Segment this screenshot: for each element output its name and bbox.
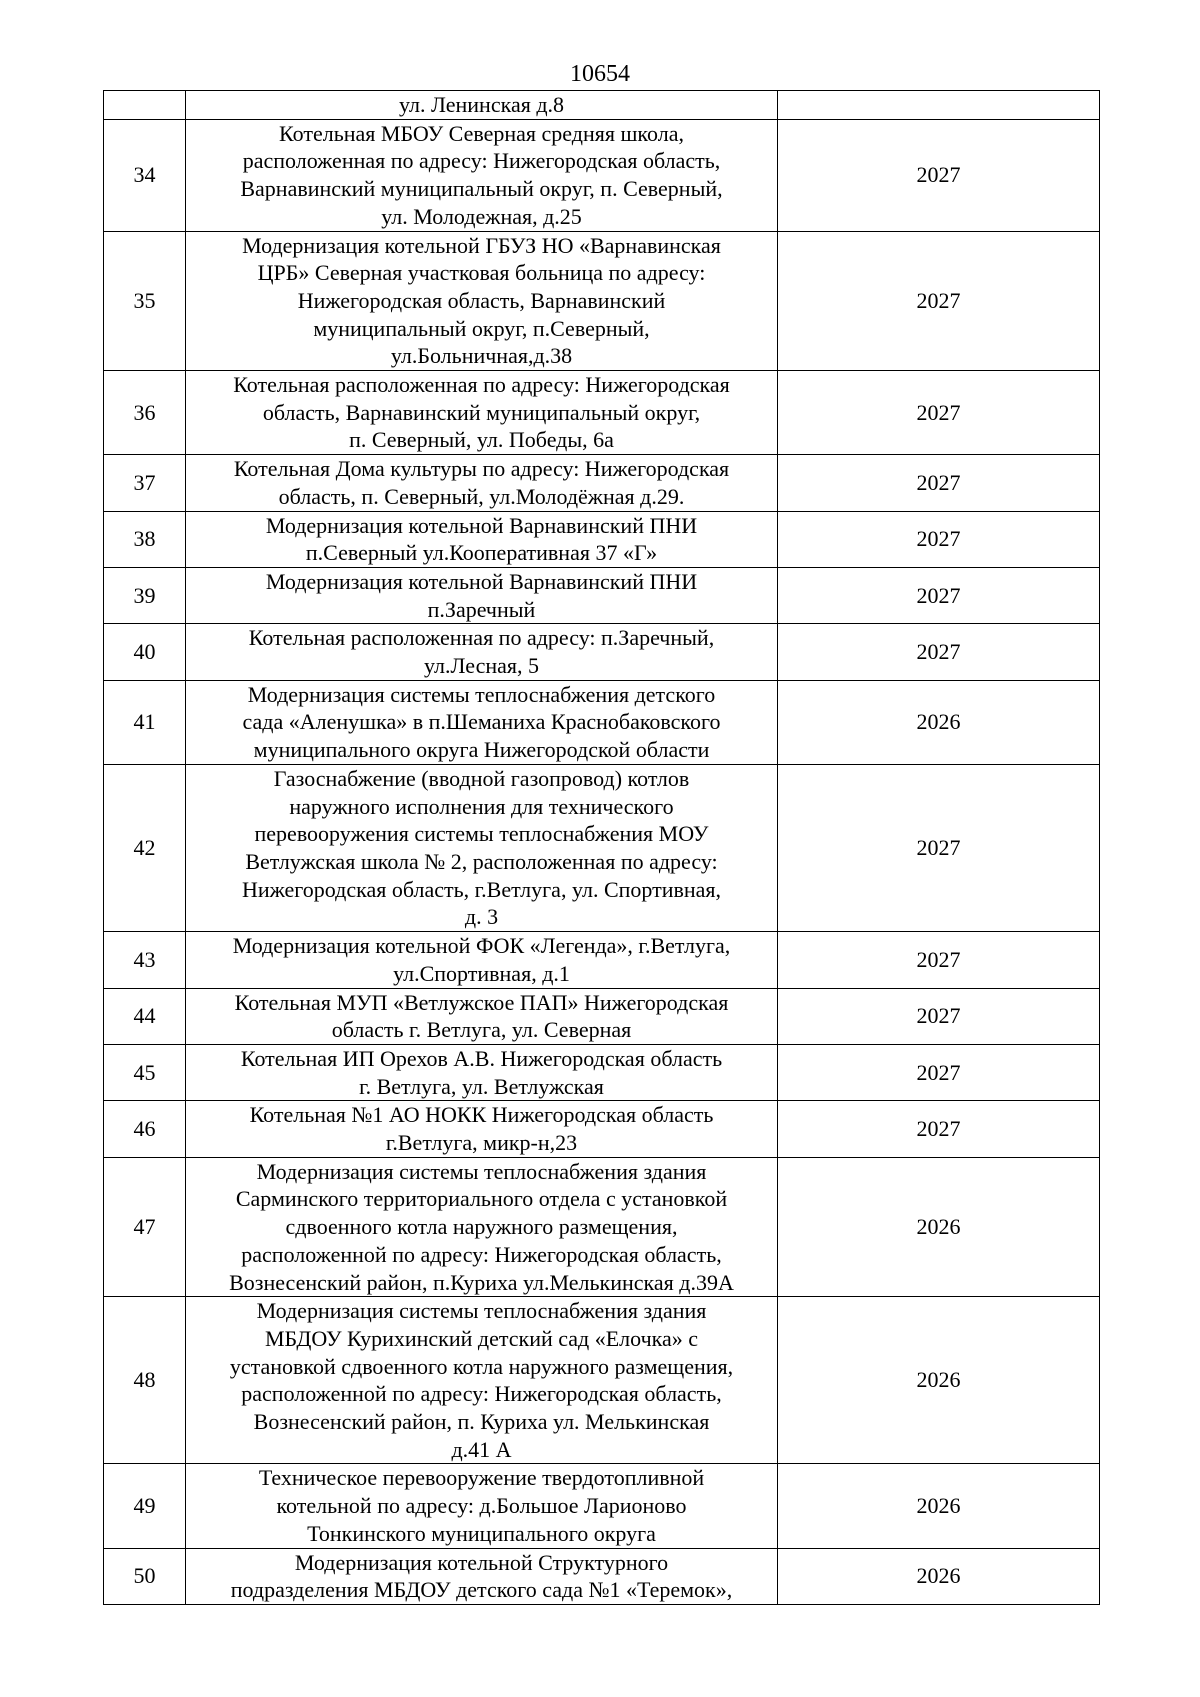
object-name-cell: Модернизация котельной Варнавинский ПНИ п.Северный ул.Кооперативная 37 «Г»	[186, 511, 778, 567]
table-row	[104, 988, 1100, 1044]
object-name-cell: Котельная МУП «Ветлужское ПАП» Нижегородская область г. Ветлуга, ул. Северная	[186, 988, 778, 1044]
year-cell: 2027	[778, 1101, 1100, 1157]
year-cell: 2027	[778, 511, 1100, 567]
year-cell: 2027	[778, 119, 1100, 231]
row-number-cell: 41	[104, 680, 186, 764]
year-cell: 2027	[778, 455, 1100, 511]
boiler-modernization-table	[103, 90, 1100, 1605]
table-row	[104, 511, 1100, 567]
year-cell: 2026	[778, 1548, 1100, 1604]
table-row	[104, 567, 1100, 623]
object-name-cell: Модернизация котельной Структурного подразделения МБДОУ детского сада №1 «Теремок»,	[186, 1548, 778, 1604]
year-cell	[778, 91, 1100, 120]
object-name-cell: Котельная расположенная по адресу: Нижегородская область, Варнавинский муниципальный округ, п. Северный, ул. Победы, 6а	[186, 371, 778, 455]
year-cell: 2026	[778, 1464, 1100, 1548]
year-cell: 2026	[778, 680, 1100, 764]
table-row	[104, 1297, 1100, 1464]
table-row	[104, 1464, 1100, 1548]
row-number-cell: 34	[104, 119, 186, 231]
table-row	[104, 371, 1100, 455]
table-row	[104, 624, 1100, 680]
object-name-cell: Котельная расположенная по адресу: п.Заречный, ул.Лесная, 5	[186, 624, 778, 680]
object-name-cell: Котельная №1 АО НОКК Нижегородская область г.Ветлуга, микр-н,23	[186, 1101, 778, 1157]
row-number-cell	[104, 91, 186, 120]
table-row	[104, 1044, 1100, 1100]
year-cell: 2026	[778, 1157, 1100, 1297]
row-number-cell: 35	[104, 231, 186, 371]
year-cell: 2026	[778, 1297, 1100, 1464]
year-cell: 2027	[778, 624, 1100, 680]
row-number-cell: 42	[104, 764, 186, 931]
row-number-cell: 46	[104, 1101, 186, 1157]
object-name-cell: Котельная Дома культуры по адресу: Нижегородская область, п. Северный, ул.Молодёжная д.29.	[186, 455, 778, 511]
row-number-cell: 49	[104, 1464, 186, 1548]
table-row	[104, 764, 1100, 931]
year-cell: 2027	[778, 371, 1100, 455]
object-name-cell: Техническое перевооружение твердотопливной котельной по адресу: д.Большое Ларионово Тонкинского муниципального округа	[186, 1464, 778, 1548]
year-cell: 2027	[778, 764, 1100, 931]
object-name-cell: Модернизация системы теплоснабжения здания МБДОУ Курихинский детский сад «Елочка» с установкой сдвоенного котла наружного размещения, расположенной по адресу: Нижегородская область, Вознесенский район, п. Куриха ул. Мелькинская д.41 А	[186, 1297, 778, 1464]
row-number-cell: 38	[104, 511, 186, 567]
year-cell: 2027	[778, 988, 1100, 1044]
table-row	[104, 1548, 1100, 1604]
row-number-cell: 47	[104, 1157, 186, 1297]
table-row	[104, 91, 1100, 120]
row-number-cell: 40	[104, 624, 186, 680]
row-number-cell: 43	[104, 932, 186, 988]
object-name-cell: Газоснабжение (вводной газопровод) котлов наружного исполнения для технического перевооружения системы теплоснабжения МОУ Ветлужская школа № 2, расположенная по адресу: Нижегородская область, г.Ветлуга, ул. Спортивная, д. 3	[186, 764, 778, 931]
year-cell: 2027	[778, 231, 1100, 371]
object-name-cell: Модернизация котельной Варнавинский ПНИ п.Заречный	[186, 567, 778, 623]
row-number-cell: 37	[104, 455, 186, 511]
year-cell: 2027	[778, 932, 1100, 988]
object-name-cell: Модернизация котельной ФОК «Легенда», г.Ветлуга, ул.Спортивная, д.1	[186, 932, 778, 988]
year-cell: 2027	[778, 567, 1100, 623]
object-name-cell: ул. Ленинская д.8	[186, 91, 778, 120]
table-row	[104, 1101, 1100, 1157]
object-name-cell: Модернизация системы теплоснабжения детского сада «Аленушка» в п.Шеманиха Краснобаковского муниципального округа Нижегородской области	[186, 680, 778, 764]
table-row	[104, 119, 1100, 231]
table-row	[104, 680, 1100, 764]
row-number-cell: 39	[104, 567, 186, 623]
row-number-cell: 48	[104, 1297, 186, 1464]
table-row	[104, 1157, 1100, 1297]
object-name-cell: Котельная ИП Орехов А.В. Нижегородская область г. Ветлуга, ул. Ветлужская	[186, 1044, 778, 1100]
row-number-cell: 36	[104, 371, 186, 455]
page-number: 10654	[570, 61, 630, 87]
row-number-cell: 44	[104, 988, 186, 1044]
row-number-cell: 45	[104, 1044, 186, 1100]
table-row	[104, 231, 1100, 371]
object-name-cell: Модернизация котельной ГБУЗ НО «Варнавинская ЦРБ» Северная участковая больница по адресу: Нижегородская область, Варнавинский муниципальный округ, п.Северный, ул.Больничная,д.38	[186, 231, 778, 371]
object-name-cell: Модернизация системы теплоснабжения здания Сарминского территориального отдела с установкой сдвоенного котла наружного размещения, расположенной по адресу: Нижегородская область, Вознесенский район, п.Куриха ул.Мелькинская д.39А	[186, 1157, 778, 1297]
year-cell: 2027	[778, 1044, 1100, 1100]
table-row	[104, 455, 1100, 511]
row-number-cell: 50	[104, 1548, 186, 1604]
table-row	[104, 932, 1100, 988]
object-name-cell: Котельная МБОУ Северная средняя школа, расположенная по адресу: Нижегородская область, Варнавинский муниципальный округ, п. Северный, ул. Молодежная, д.25	[186, 119, 778, 231]
